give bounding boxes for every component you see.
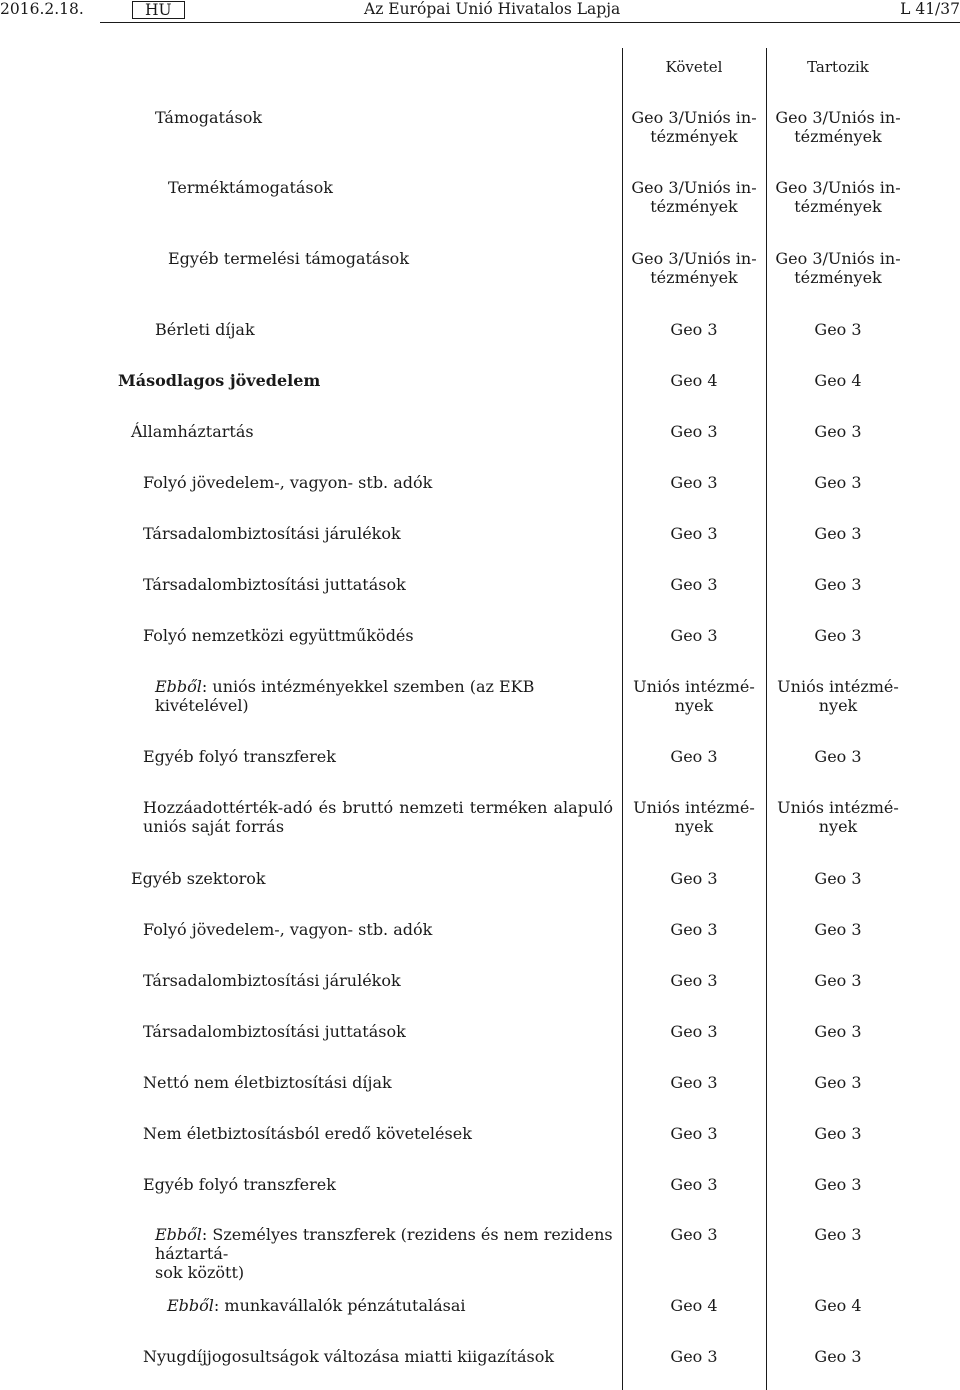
kovetel-cell: Geo 3/Uniós in- tézmények xyxy=(631,108,757,146)
tartozik-cell: Geo 3/Uniós in- tézmények xyxy=(775,108,901,146)
kovetel-cell: Geo 3 xyxy=(670,473,718,492)
kovetel-cell: Geo 3/Uniós in- tézmények xyxy=(631,178,757,216)
journal-title: Az Európai Unió Hivatalos Lapja xyxy=(364,0,621,18)
row-label-text: Társadalombiztosítási járulékok xyxy=(143,524,401,543)
tartozik-cell: Geo 3 xyxy=(814,524,862,543)
row-label xyxy=(143,524,613,543)
row-label-text: Államháztartás xyxy=(131,422,254,441)
kovetel-cell: Geo 3 xyxy=(670,1347,718,1366)
row-label xyxy=(168,178,608,197)
row-label-text: Egyéb termelési támogatások xyxy=(168,249,410,268)
column-header-tartozik: Tartozik xyxy=(807,58,869,76)
row-label xyxy=(143,1022,613,1041)
row-label xyxy=(143,626,613,645)
row-label-text: Folyó jövedelem-, vagyon- stb. adók xyxy=(143,920,433,939)
kovetel-cell: Geo 3 xyxy=(670,1022,718,1041)
row-label-text: : Személyes transzferek (rezidens és nem rezidens háztartá- sok között) xyxy=(155,1225,613,1282)
row-label xyxy=(143,798,613,836)
row-label xyxy=(131,422,611,441)
kovetel-cell: Geo 3 xyxy=(670,1124,718,1143)
row-label xyxy=(167,1296,617,1315)
tartozik-cell: Geo 3/Uniós in- tézmények xyxy=(775,249,901,287)
tartozik-cell: Geo 3 xyxy=(814,1022,862,1041)
kovetel-cell: Geo 3 xyxy=(670,1225,718,1244)
publication-date: 2016.2.18. xyxy=(0,0,84,18)
header-rule xyxy=(100,22,960,23)
kovetel-cell: Uniós intézmé- nyek xyxy=(633,677,755,715)
kovetel-cell: Geo 3 xyxy=(670,1175,718,1194)
kovetel-cell: Geo 3 xyxy=(670,920,718,939)
row-label-text: Társadalombiztosítási juttatások xyxy=(143,1022,406,1041)
row-label xyxy=(131,869,611,888)
row-label xyxy=(155,1225,615,1282)
kovetel-cell: Geo 3 xyxy=(670,320,718,339)
row-label-text: Folyó nemzetközi együttműködés xyxy=(143,626,414,645)
ebbol-prefix: Ebből xyxy=(155,677,202,696)
row-label-text: Egyéb szektorok xyxy=(131,869,266,888)
row-label-text: Társadalombiztosítási juttatások xyxy=(143,575,406,594)
row-label-text: : munkavállalók pénzátutalásai xyxy=(213,1296,466,1315)
row-label-text: Támogatások xyxy=(155,108,263,127)
row-label-text: Folyó jövedelem-, vagyon- stb. adók xyxy=(143,473,433,492)
row-label-text: Egyéb folyó transzferek xyxy=(143,1175,336,1194)
tartozik-cell: Geo 3 xyxy=(814,626,862,645)
kovetel-cell: Geo 3/Uniós in- tézmények xyxy=(631,249,757,287)
page-header xyxy=(0,0,960,22)
ebbol-prefix: Ebből xyxy=(155,1225,202,1244)
row-label-text: Társadalombiztosítási járulékok xyxy=(143,971,401,990)
row-label xyxy=(143,920,613,939)
row-label xyxy=(168,249,608,268)
row-label-text: Másodlagos jövedelem xyxy=(118,371,321,390)
row-label xyxy=(143,1175,613,1194)
kovetel-cell: Geo 4 xyxy=(670,371,718,390)
row-label xyxy=(143,575,613,594)
language-badge: HU xyxy=(132,1,185,19)
kovetel-cell: Geo 3 xyxy=(670,422,718,441)
tartozik-cell: Geo 3 xyxy=(814,920,862,939)
tartozik-cell: Geo 3 xyxy=(814,1124,862,1143)
tartozik-cell: Geo 3 xyxy=(814,1175,862,1194)
kovetel-cell: Geo 3 xyxy=(670,747,718,766)
page-number: L 41/37 xyxy=(900,0,960,18)
kovetel-cell: Uniós intézmé- nyek xyxy=(633,798,755,836)
tartozik-cell: Geo 3 xyxy=(814,575,862,594)
row-label xyxy=(143,971,613,990)
tartozik-cell: Uniós intézmé- nyek xyxy=(777,677,899,715)
tartozik-cell: Geo 3 xyxy=(814,1073,862,1092)
kovetel-cell: Geo 3 xyxy=(670,971,718,990)
row-label xyxy=(155,320,615,339)
tartozik-cell: Geo 3 xyxy=(814,473,862,492)
row-label-text: Nettó nem életbiztosítási díjak xyxy=(143,1073,392,1092)
tartozik-cell: Uniós intézmé- nyek xyxy=(777,798,899,836)
kovetel-cell: Geo 3 xyxy=(670,575,718,594)
row-label xyxy=(143,1073,613,1092)
kovetel-cell: Geo 3 xyxy=(670,524,718,543)
tartozik-cell: Geo 3 xyxy=(814,1225,862,1244)
tartozik-cell: Geo 3 xyxy=(814,869,862,888)
row-label-text: Bérleti díjak xyxy=(155,320,255,339)
row-label xyxy=(118,371,618,390)
tartozik-cell: Geo 4 xyxy=(814,371,862,390)
tartozik-cell: Geo 3 xyxy=(814,971,862,990)
ebbol-prefix: Ebből xyxy=(167,1296,214,1315)
tartozik-cell: Geo 3 xyxy=(814,1347,862,1366)
row-label xyxy=(143,1124,613,1143)
row-label xyxy=(155,677,615,715)
tartozik-cell: Geo 4 xyxy=(814,1296,862,1315)
row-label-text: : uniós intézményekkel szemben (az EKB kivételével) xyxy=(155,677,535,715)
kovetel-cell: Geo 3 xyxy=(670,1073,718,1092)
row-label xyxy=(143,473,613,492)
kovetel-cell: Geo 3 xyxy=(670,626,718,645)
tartozik-cell: Geo 3 xyxy=(814,422,862,441)
row-label-text: Nem életbiztosításból eredő követelések xyxy=(143,1124,472,1143)
row-label-text: Hozzáadottérték-adó és bruttó nemzeti terméken alapuló uniós saját forrás xyxy=(143,798,613,836)
row-label-text: Egyéb folyó transzferek xyxy=(143,747,336,766)
kovetel-cell: Geo 4 xyxy=(670,1296,718,1315)
row-label-text: Terméktámogatások xyxy=(168,178,333,197)
row-label xyxy=(143,1347,613,1366)
tartozik-cell: Geo 3/Uniós in- tézmények xyxy=(775,178,901,216)
column-header-kovetel: Követel xyxy=(665,58,723,76)
kovetel-cell: Geo 3 xyxy=(670,869,718,888)
tartozik-cell: Geo 3 xyxy=(814,320,862,339)
row-label xyxy=(155,108,615,127)
tartozik-cell: Geo 3 xyxy=(814,747,862,766)
row-label-text: Nyugdíjjogosultságok változása miatti kiigazítások xyxy=(143,1347,555,1366)
row-label xyxy=(143,747,613,766)
